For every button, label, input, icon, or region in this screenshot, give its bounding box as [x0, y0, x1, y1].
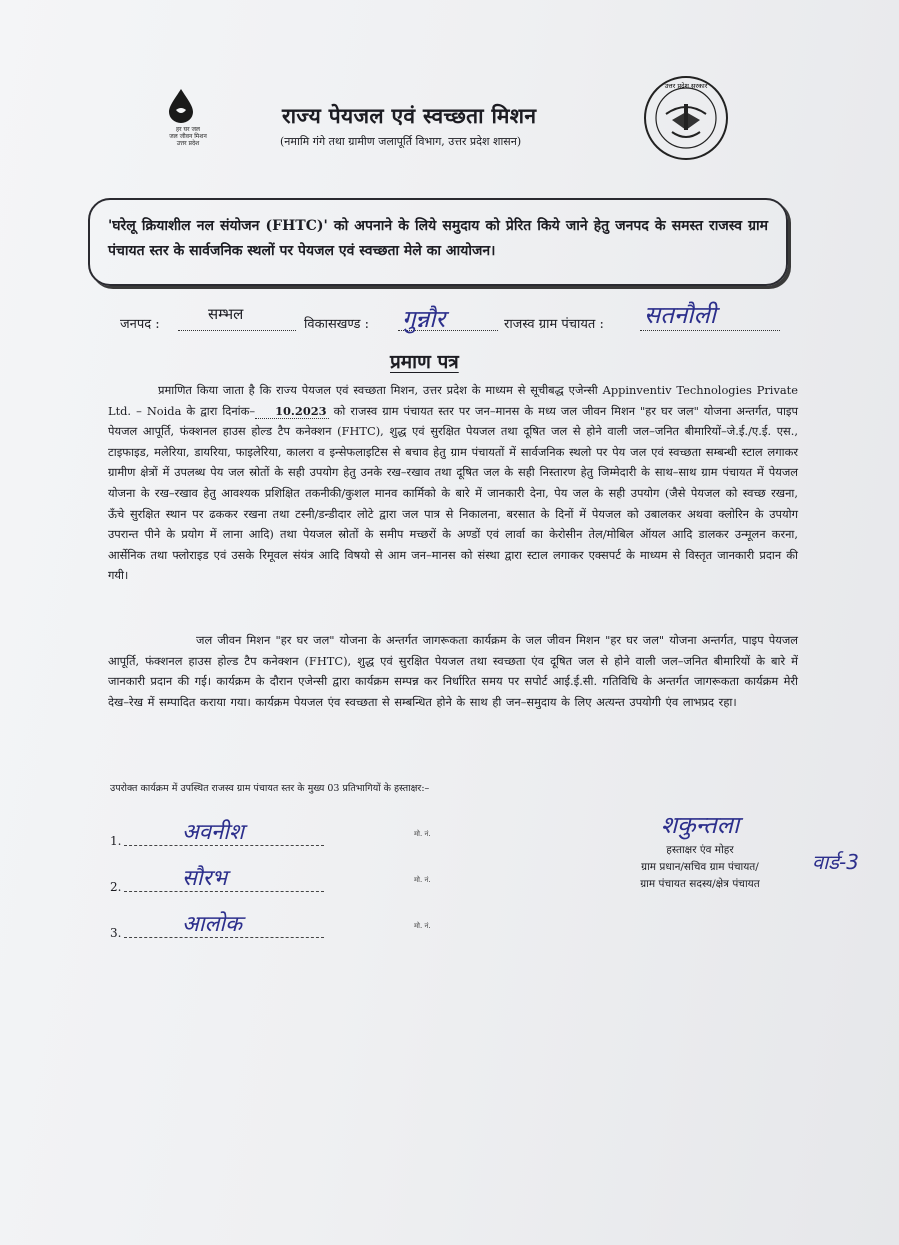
participant-signature-2	[110, 866, 510, 896]
official-signature-block	[590, 810, 810, 893]
participant-number: 1.	[110, 834, 122, 848]
participant-signature-1	[110, 820, 510, 850]
organization-subtitle: (नमामि गंगे तथा ग्रामीण जलापूर्ति विभाग, उत्तर प्रदेश शासन)	[280, 135, 522, 148]
official-line-3: ग्राम पंचायत सदस्य/क्षेत्र पंचायत	[640, 878, 760, 890]
participants-intro: उपरोक्त कार्यक्रम में उपस्थित राजस्व ग्राम पंचायत स्तर के मुख्य 03 प्रतिभागियों के हस्ताक्षर:–	[110, 783, 430, 794]
event-date: 10.2023	[255, 404, 329, 419]
official-signature: शकुन्तला	[660, 811, 740, 839]
para1-after-date: को राजस्व ग्राम पंचायत स्तर पर जन–मानस के मध्य जल जीवन मिशन "हर घर जल" योजना अन्तर्गत, पाइप पेयजल आपूर्ति, फंक्शनल हाउस होल्ड टैप कनेक्शन (FHTC), शुद्ध एवं सुरक्षित पेयजल तथा दूषित जल से होने वाली जल–जनित बीमारियों–जे.ई./ए.ई. एस., टाइफाइड, मलेरिया, डायरिया, फाइलेरिया, कालरा व इन्सेफलाइटिस से बचाव हेतु ग्राम पंचायतों में सार्वजनिक स्थलो पर पेय जल एवं स्वच्छता सम्बन्धी स्टाल लगाकर ग्रामीण क्षेत्रों में उपलब्ध पेय जल स्रोतों के सही उपयोग हेतु उनके रख–रखाव तथा दूषित जल के सही निस्तारण हेतु जिम्मेदारी के साथ–साथ ग्राम पंचायत में पेयजल योजना के रख–रखाव हेतु आवश्यक प्रशिक्षित तकनीकी/कुशल मानव कार्मिको के बारे में जानकारी देना, पेय जल के सही उपयोग (जैसे पेयजल को स्वच्छ रखना, ऊँचे सुरक्षित स्थान पर ढककर रखना तथा टस्नी/डन्डीदार लोटे द्वारा जल पात्र से निकालना, बरसात के दिनों में पेयजल को उबालकर अथवा क्लोरिन के उपयोग उपरान्त पीने के प्रयोग में लाना आदि) तथा पेयजल स्रोतों के समीप मच्छरों के अण्डों एवं लार्वा का केरोसीन तेल/मोबिल ऑयल आदि डालकर उन्मूलन करना, आर्सेनिक तथा फ्लोराइड एवं उसके रिमूवल संयंत्र आदि विषयो से आम जन–मानस को संस्था द्वारा स्टाल लगाकर एक्सपर्ट के माध्यम से विस्तृत जानकारी प्रदान की गयी।	[108, 403, 798, 583]
participant-2-mobile-label: मो. नं.	[414, 876, 431, 884]
para1-before-date: प्रमाणित किया जाता है कि राज्य पेयजल एवं स्वच्छता मिशन, उत्तर प्रदेश के माध्यम से सूचीबद्ध एजेन्सी Appinventiv Technologies Private Ltd. – Noida के द्वारा दिनांक–	[108, 383, 798, 418]
emblem-text: उत्तर प्रदेश सरकार	[664, 82, 708, 90]
participant-3-mobile-label: मो. नं.	[414, 922, 431, 930]
participant-number: 3.	[110, 926, 122, 940]
certificate-paragraph-2: जल जीवन मिशन "हर घर जल" योजना के अन्तर्गत जागरूकता कार्यक्रम के जल जीवन मिशन "हर घर जल" योजना अन्तर्गत, पाइप पेयजल आपूर्ति, फंक्शनल हाउस होल्ड टैप कनेक्शन (FHTC), शुद्ध एवं सुरक्षित पेयजल तथा स्वच्छता एंव दूषित जल से होने वाली जल–जनित बीमारियों के बारे में जानकारी प्रदान की गई। कार्यक्रम के दौरान एजेन्सी द्वारा कार्यक्रम सम्पन्न कर निर्धारित समय पर सपोर्ट आई.ई.सी. गतिविधि के अन्तर्गत जागरूकता कार्यक्रम मेरी देख–रेख में सम्पादित कराया गया। कार्यक्रम पेयजल एंव स्वच्छता से सम्बन्धित होने के साथ ही जन–समुदाय के लिए अत्यन्त उपयोगी एंव लाभप्रद रहा।	[108, 633, 798, 709]
block-label: विकासखण्ड :	[304, 317, 370, 332]
letterhead	[0, 0, 899, 190]
panchayat-label: राजस्व ग्राम पंचायत :	[504, 317, 604, 332]
participant-name: अवनीश	[182, 820, 244, 845]
participant-name: सौरभ	[182, 866, 228, 891]
official-line-2: ग्राम प्रधान/सचिव ग्राम पंचायत/	[641, 861, 759, 873]
panchayat-value: सतनौली	[644, 301, 716, 329]
water-drop-icon	[166, 88, 196, 124]
ward-note: वार्ड-3	[812, 850, 859, 874]
district-value: सम्भल	[208, 305, 244, 323]
participant-1-mobile-label: मो. नं.	[414, 830, 431, 838]
logo-caption-line-3: उत्तर प्रदेश	[176, 140, 200, 147]
participant-signature-3	[110, 912, 510, 942]
logo-caption-line-1: हर घर जल	[176, 126, 200, 133]
official-line-1: हस्ताक्षर एंव मोहर	[666, 844, 734, 856]
event-title-banner: 'घरेलू क्रियाशील नल संयोजन (FHTC)' को अपनाने के लिये समुदाय को प्रेरित किये जाने हेतु जनपद के समस्त राजस्व ग्राम पंचायत स्तर के सार्वजनिक स्थलों पर पेयजल एवं स्वच्छता मेले का आयोजन।	[88, 198, 788, 286]
participant-name: आलोक	[182, 912, 242, 937]
certificate-heading: प्रमाण पत्र	[390, 351, 459, 373]
organization-title: राज्य पेयजल एवं स्वच्छता मिशन	[282, 103, 537, 128]
district-label: जनपद :	[120, 317, 160, 332]
certificate-paragraph-1	[108, 380, 798, 586]
logo-caption-line-2: जल जीवन मिशन	[169, 133, 207, 140]
block-value: गुन्नौर	[402, 305, 446, 333]
district-line	[178, 330, 296, 331]
up-government-emblem-icon	[642, 74, 730, 162]
location-details	[120, 301, 800, 344]
participant-number: 2.	[110, 880, 122, 894]
har-ghar-jal-logo	[158, 88, 218, 158]
